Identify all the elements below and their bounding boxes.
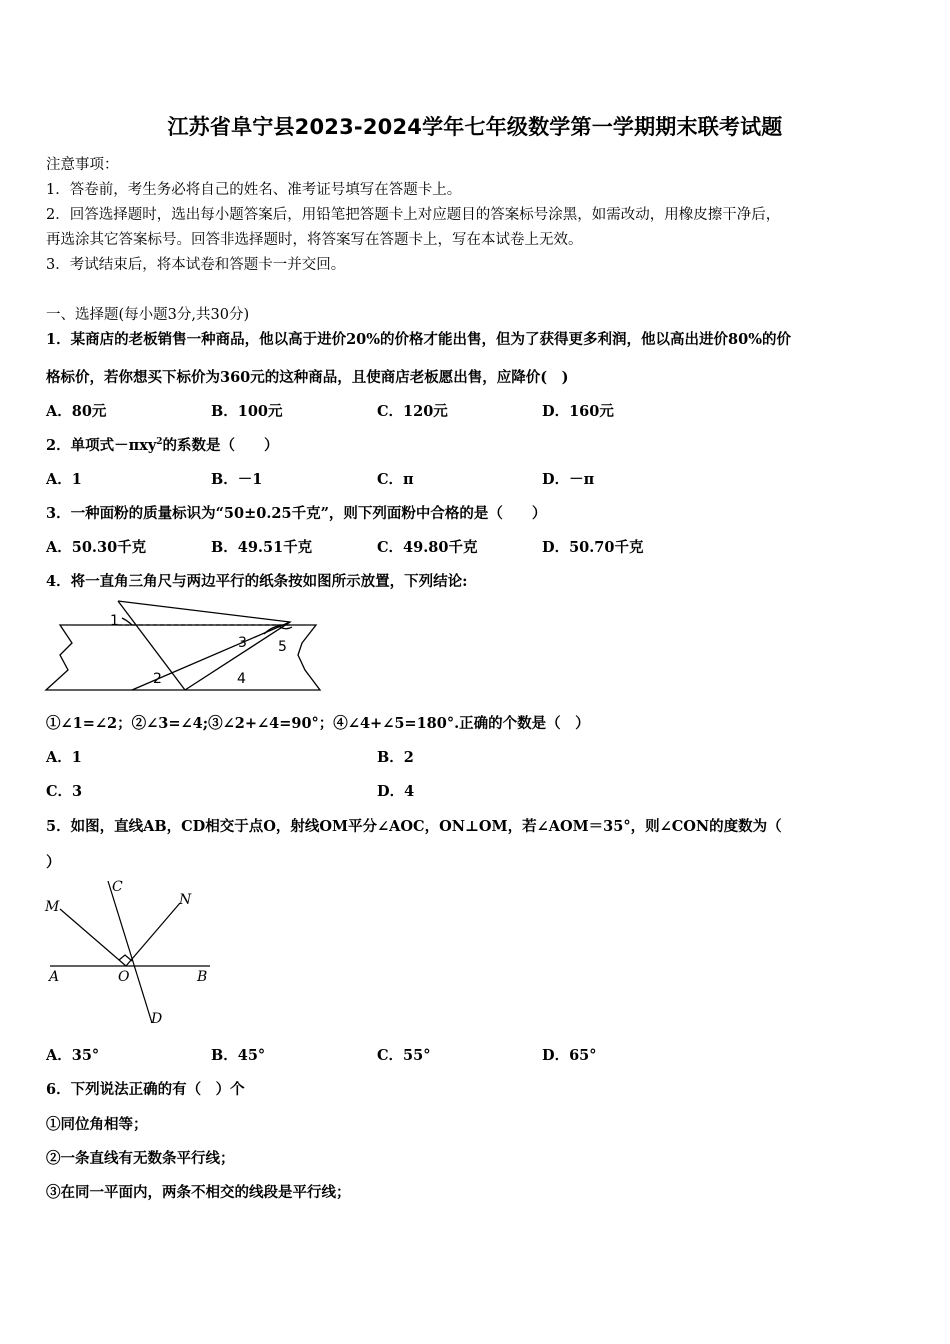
q4-stem: 4．将一直角三角尺与两边平行的纸条按如图所示放置，下列结论: <box>46 573 468 590</box>
q4-figure <box>40 595 330 700</box>
q6-item-3: ③在同一平面内，两条不相交的线段是平行线； <box>46 1184 351 1201</box>
ray-om <box>60 909 126 966</box>
label-b: B <box>197 969 208 985</box>
label-d: D <box>151 1011 163 1027</box>
label-4: 4 <box>237 671 246 687</box>
q3-option-b: B．49.51千克 <box>211 539 313 556</box>
q5-stem-line2: ） <box>46 854 61 871</box>
q4-option-d: D．4 <box>377 783 415 800</box>
notice-heading: 注意事项： <box>46 157 119 173</box>
set-square <box>118 601 292 690</box>
right-angle-mark <box>119 955 132 961</box>
q4-option-b: B．2 <box>377 749 414 766</box>
paper-strip <box>46 625 320 690</box>
q2-option-d: D．－π <box>542 471 595 488</box>
label-5: 5 <box>278 639 287 655</box>
triangle-left-edge <box>118 601 185 690</box>
q5-option-d: D．65° <box>542 1047 597 1064</box>
q1-option-b: B．100元 <box>211 403 283 420</box>
q6-stem: 6．下列说法正确的有（ ）个 <box>46 1081 245 1098</box>
line-cd <box>108 881 152 1023</box>
q2-stem-sup: 2 <box>156 437 163 448</box>
label-a: A <box>49 969 60 985</box>
q1-stem-line1: 1．某商店的老板销售一种商品，他以高于进价20%的价格才能出售，但为了获得更多利润，他以高出进价80%的价 <box>46 331 791 348</box>
q2-option-b: B．－1 <box>211 471 263 488</box>
label-2: 2 <box>153 671 162 687</box>
q2-option-a: A．1 <box>46 471 82 488</box>
q1-option-c: C．120元 <box>377 403 448 420</box>
q1-option-a: A．80元 <box>46 403 107 420</box>
notice-item-2-cont: 再选涂其它答案标号。回答非选择题时，将答案写在答题卡上，写在本试卷上无效。 <box>46 232 583 248</box>
q1-option-d: D．160元 <box>542 403 614 420</box>
strip-outline <box>46 625 320 690</box>
q5-stem-line1: 5．如图，直线AB，CD相交于点O，射线OM平分∠AOC，ON⊥OM，若∠AOM＝35°，则∠CON的度数为（ <box>46 818 782 835</box>
q4-conclusions: ①∠1=∠2；②∠3=∠4;③∠2+∠4=90°；④∠4+∠5=180°.正确的个数是（ ） <box>46 715 590 732</box>
q2-stem-prefix: 2．单项式－πxy <box>46 437 157 454</box>
label-1: 1 <box>110 613 119 629</box>
q2-option-c: C．π <box>377 471 414 488</box>
triangle-outer <box>118 601 290 690</box>
label-n: N <box>179 892 192 908</box>
section-heading: 一、选择题(每小题3分,共30分) <box>46 307 250 323</box>
notice-item-2: 2．回答选择题时，选出每小题答案后，用铅笔把答题卡上对应题目的答案标号涂黑，如需改动，用橡皮擦干净后， <box>46 207 781 223</box>
q6-item-1: ①同位角相等； <box>46 1116 148 1133</box>
q3-stem: 3．一种面粉的质量标识为“50±0.25千克”，则下列面粉中合格的是（ ） <box>46 505 547 522</box>
q3-option-c: C．49.80千克 <box>377 539 478 556</box>
notice-item-1: 1．答卷前，考生务必将自己的姓名、准考证号填写在答题卡上。 <box>46 182 462 198</box>
q4-option-c: C．3 <box>46 783 83 800</box>
q5-option-b: B．45° <box>211 1047 266 1064</box>
q2-stem-suffix: 的系数是（ ） <box>162 437 279 454</box>
q5-option-a: A．35° <box>46 1047 100 1064</box>
q1-stem-line2: 格标价，若你想买下标价为360元的这种商品，且使商店老板愿出售，应降价( ) <box>46 369 569 386</box>
label-m: M <box>45 899 60 915</box>
q5-figure <box>40 875 220 1030</box>
q6-item-2: ②一条直线有无数条平行线； <box>46 1150 235 1167</box>
q3-option-d: D．50.70千克 <box>542 539 644 556</box>
page-title: 江苏省阜宁县2023-2024学年七年级数学第一学期期末联考试题 <box>167 115 783 139</box>
q4-option-a: A．1 <box>46 749 82 766</box>
ray-on <box>126 903 180 966</box>
label-o: O <box>118 969 130 985</box>
label-3: 3 <box>238 635 247 651</box>
label-c: C <box>112 879 123 895</box>
q2-stem <box>46 434 279 455</box>
q3-option-a: A．50.30千克 <box>46 539 147 556</box>
notice-item-3: 3．考试结束后，将本试卷和答题卡一并交回。 <box>46 257 346 273</box>
q5-option-c: C．55° <box>377 1047 431 1064</box>
angle-arc-1 <box>122 618 132 625</box>
